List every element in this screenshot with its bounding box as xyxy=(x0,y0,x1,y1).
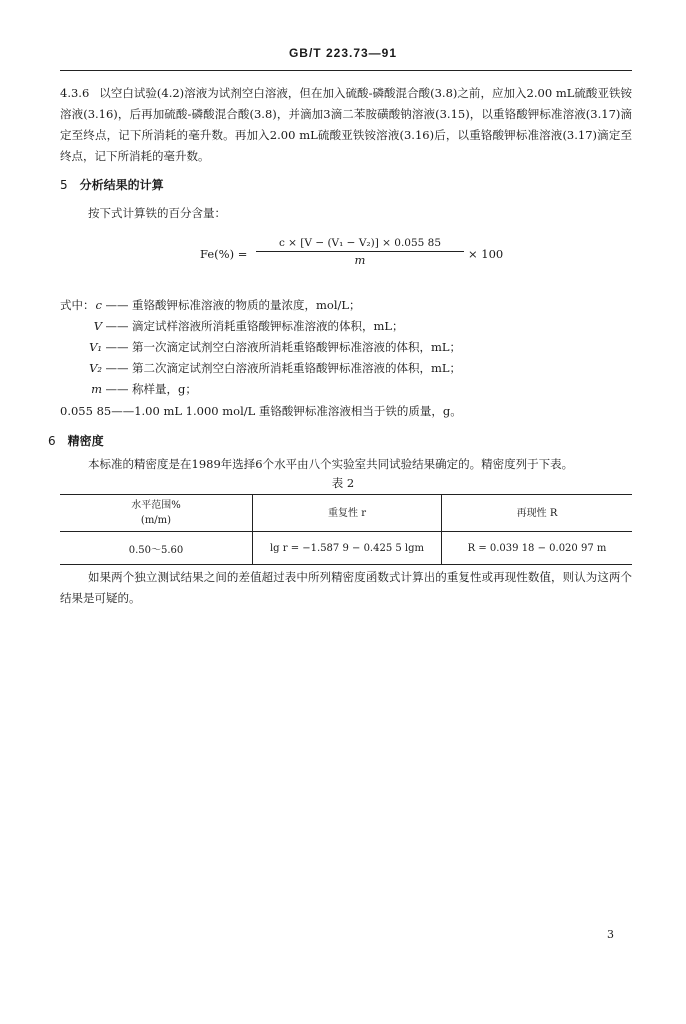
section-6-heading xyxy=(48,432,104,449)
section-number: 6 xyxy=(48,434,56,448)
where-label: 式中： xyxy=(60,298,95,312)
section-title: 分析结果的计算 xyxy=(79,178,164,192)
section-title: 精密度 xyxy=(67,434,104,448)
closing-text: 如果两个独立测试结果之间的差值超过表中所列精密度函数式计算出的重复性或再现性数值，则认为这两个结果是可疑的。 xyxy=(60,570,632,605)
definition-symbol: V₁ xyxy=(89,340,102,354)
table-row xyxy=(60,532,632,565)
precision-text: 本标准的精密度是在1989年选择6个水平由八个实验室共同试验结果确定的。精密度列于下表。 xyxy=(88,457,574,471)
cell-level-range: 0.50～5.60 xyxy=(60,532,253,565)
formula-numerator: c × [V − (V₁ − V₂)] × 0.055 85 xyxy=(256,237,464,252)
precision-table xyxy=(60,494,632,565)
header-level-range-label: 水平范围% xyxy=(131,500,181,511)
cell-reproducibility: R = 0.039 18 − 0.020 97 m xyxy=(442,532,633,565)
formula-lhs: Fe(%) = xyxy=(200,247,248,261)
definition-text: 滴定试样溶液所消耗重铬酸钾标准溶液的体积，mL； xyxy=(132,319,404,333)
definition-c: c —— 重铬酸钾标准溶液的物质的量浓度，mol/L； xyxy=(64,297,361,313)
definition-symbol: c xyxy=(95,298,102,312)
clause-4-3-6 xyxy=(60,83,632,167)
clause-text: 以空白试验(4.2)溶液为试剂空白溶液，但在加入硫酸-磷酸混合酸(3.8)之前，应加入2.00 mL硫酸亚铁铵溶液(3.16)，后再加硫酸-磷酸混合酸(3.8)，并滴加3滴二苯胺磺酸钠溶液(3.15)，以重铬酸钾标准溶液(3.17)滴定至终点，记下所消耗的毫升数。再加入2.00 mL硫酸亚铁铵溶液(3.16)后，以重铬酸钾标准溶液(3.17)滴定至终点，记下所消耗的毫升数。 xyxy=(60,86,632,163)
table-header-row xyxy=(60,495,632,532)
header-reproducibility: 再现性 R xyxy=(442,495,633,532)
definition-text: 称样量，g； xyxy=(132,382,197,396)
standard-code-header: GB/T 223.73—91 xyxy=(288,46,398,60)
constant-note: 0.055 85——1.00 mL 1.000 mol/L 重铬酸钾标准溶液相当于铁的质量，g。 xyxy=(60,404,462,418)
definition-symbol: m xyxy=(91,382,102,396)
header-level-range-unit: (m/m) xyxy=(140,515,172,526)
formula-fraction xyxy=(256,237,464,267)
page-number: 3 xyxy=(607,928,614,941)
definition-m: m —— 称样量，g； xyxy=(64,381,197,397)
header-rule xyxy=(60,70,632,71)
definition-symbol: V₂ xyxy=(89,361,102,375)
definition-text: 重铬酸钾标准溶液的物质的量浓度，mol/L； xyxy=(132,298,361,312)
section-5-heading xyxy=(60,176,164,193)
formula-rhs: × 100 xyxy=(468,247,504,261)
iron-formula xyxy=(200,237,520,277)
definition-v1: V₁ —— 第一次滴定试剂空白溶液所消耗重铬酸钾标准溶液的体积，mL； xyxy=(64,339,461,355)
section-number: 5 xyxy=(60,178,68,192)
header-repeatability: 重复性 r xyxy=(253,495,442,532)
formula-denominator: m xyxy=(354,253,366,267)
calc-intro: 按下式计算铁的百分含量： xyxy=(88,206,226,220)
clause-number: 4.3.6 xyxy=(60,86,90,100)
definition-text: 第一次滴定试剂空白溶液所消耗重铬酸钾标准溶液的体积，mL； xyxy=(132,340,462,354)
cell-repeatability: lg r = −1.587 9 − 0.425 5 lgm xyxy=(253,532,442,565)
definition-text: 第二次滴定试剂空白溶液所消耗重铬酸钾标准溶液的体积，mL； xyxy=(132,361,462,375)
definition-symbol: V xyxy=(93,319,102,333)
definition-v2: V₂ —— 第二次滴定试剂空白溶液所消耗重铬酸钾标准溶液的体积，mL； xyxy=(64,360,461,376)
table-caption: 表 2 xyxy=(331,476,355,490)
definition-v: V —— 滴定试样溶液所消耗重铬酸钾标准溶液的体积，mL； xyxy=(64,318,404,334)
header-level-range xyxy=(60,495,253,532)
